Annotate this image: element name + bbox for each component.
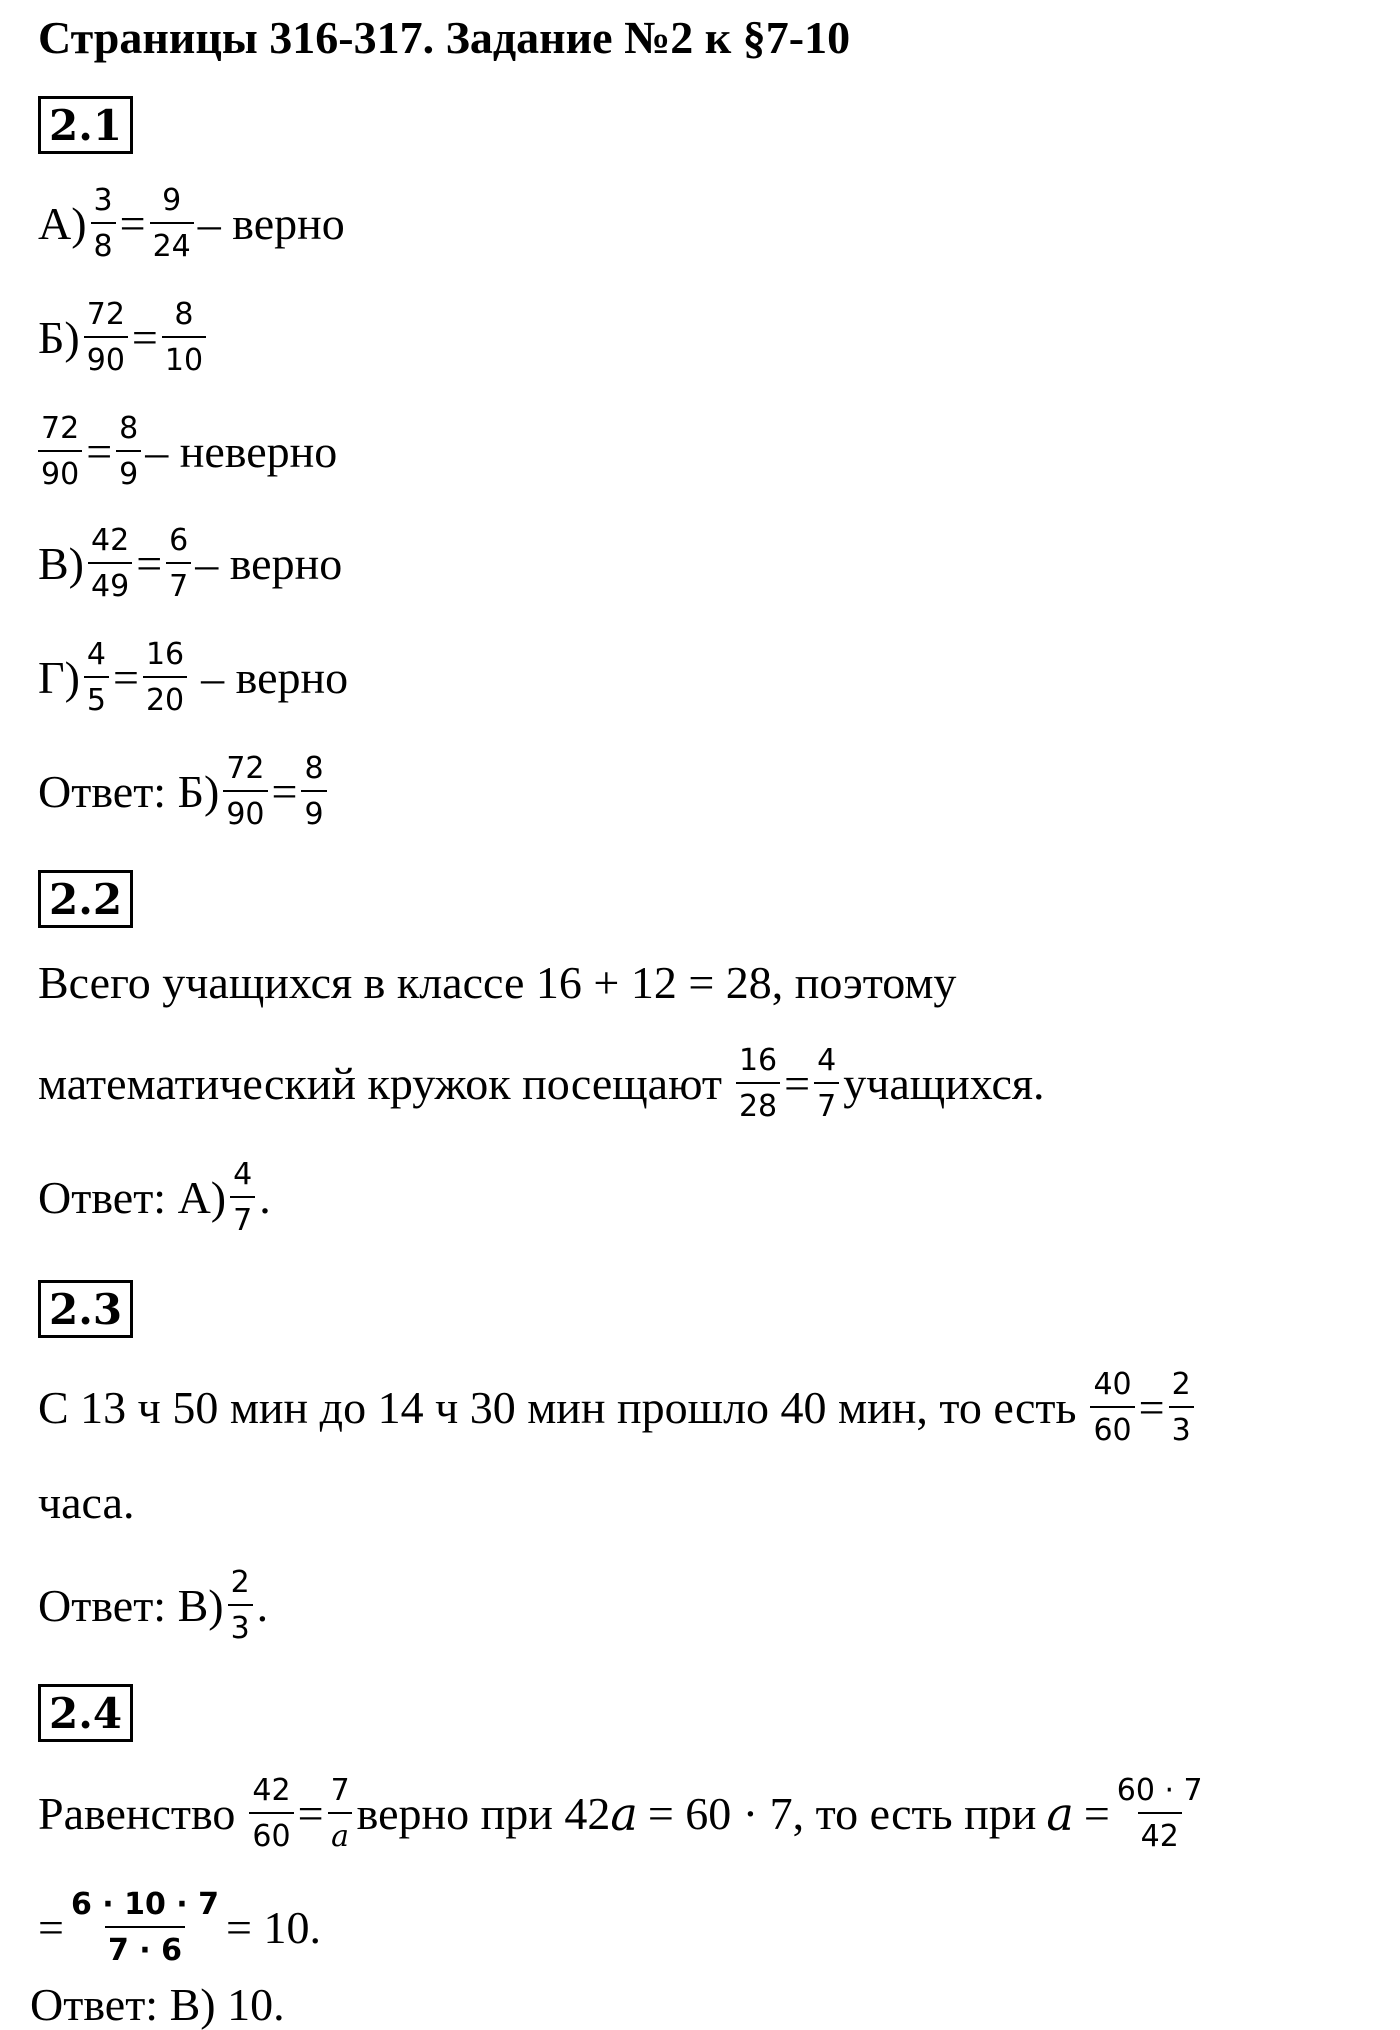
fraction: $\frac{8}{9}$ <box>301 754 326 830</box>
equals-sign: = <box>784 1058 811 1109</box>
period: . <box>256 1580 269 1631</box>
variable-a: a <box>1046 1787 1074 1841</box>
text: С 13 ч 50 мин до 14 ч 30 мин прошло 40 мин, то есть <box>38 1382 1077 1433</box>
task-2-2-line-1: Всего учащихся в классе 16 + 12 = 28, поэтому <box>38 957 957 1008</box>
text: математический кружок посещают <box>38 1058 722 1109</box>
task-2-1-line-b2 <box>38 411 338 492</box>
verdict: – верно <box>201 652 349 703</box>
equals-sign: = <box>271 766 298 817</box>
task-2-1-line-v <box>38 523 343 604</box>
fraction: $\frac{9}{24}$ <box>150 186 194 262</box>
page-title: Страницы 316-317. Задание №2 к §7-10 <box>38 12 851 63</box>
fraction: $\frac{8}{9}$ <box>116 414 141 490</box>
period: . <box>259 1172 271 1223</box>
fraction: $\frac{72}{90}$ <box>38 414 82 490</box>
task-label-2-3: 2.3 <box>38 1280 133 1338</box>
answer-prefix: Ответ: В) <box>38 1580 224 1631</box>
fraction: $\frac{3}{8}$ <box>91 186 116 262</box>
fraction: $\frac{60 \cdot 7}{42}$ <box>1116 1773 1203 1854</box>
task-label-2-4: 2.4 <box>38 1684 133 1742</box>
fraction: $\frac{16}{20}$ <box>143 640 187 716</box>
task-2-2-line-2 <box>38 1043 1045 1124</box>
fraction: $\frac{42}{60}$ <box>249 1776 293 1852</box>
option-prefix: В) <box>38 538 84 589</box>
task-2-4-line-2 <box>38 1887 321 1968</box>
fraction: $\frac{2}{3}$ <box>1169 1370 1194 1446</box>
equals-sign: = <box>131 312 158 363</box>
text: Равенство <box>38 1788 236 1839</box>
fraction: $\frac{6 \cdot 10 \cdot 7}{7 \cdot 6}$ <box>70 1887 220 1968</box>
task-2-4-line-1 <box>38 1773 1210 1854</box>
task-label-2-1: 2.1 <box>38 96 133 154</box>
fraction: $\frac{4}{7}$ <box>230 1160 255 1236</box>
answer-prefix: Ответ: А) <box>38 1172 227 1223</box>
task-label-2-2: 2.2 <box>38 870 133 928</box>
equals-sign: = <box>297 1788 324 1839</box>
fraction: $\frac{4}{5}$ <box>84 640 109 716</box>
task-2-3-line-2: часа. <box>38 1477 135 1528</box>
result: = 10. <box>226 1902 321 1953</box>
fraction: $\frac{72}{90}$ <box>84 300 128 376</box>
task-2-1-line-g <box>38 637 349 718</box>
option-prefix: Г) <box>38 652 80 703</box>
task-2-1-line-b <box>38 297 210 378</box>
equals-sign: = <box>38 1902 64 1953</box>
verdict: – верно <box>197 198 345 249</box>
fraction: $\frac{42}{49}$ <box>88 526 132 602</box>
equals-sign: = <box>1138 1382 1165 1433</box>
equals-sign: = <box>1083 1788 1110 1839</box>
task-2-1-answer <box>38 751 331 832</box>
text: учащихся. <box>843 1058 1045 1109</box>
option-prefix: Б) <box>38 312 80 363</box>
verdict: – неверно <box>145 426 338 477</box>
verdict: – верно <box>195 538 343 589</box>
fraction: $\frac{2}{3}$ <box>228 1568 253 1644</box>
answer-prefix: Ответ: Б) <box>38 766 220 817</box>
task-2-2-answer <box>38 1157 271 1238</box>
fraction: $\frac{16}{28}$ <box>736 1046 780 1122</box>
task-2-4-answer: Ответ: В) 10. <box>30 1979 285 2030</box>
fraction: $\frac{40}{60}$ <box>1090 1370 1134 1446</box>
equals-sign: = <box>119 198 146 249</box>
text: = 60 · 7, то есть при <box>647 1788 1037 1839</box>
fraction: $\frac{6}{7}$ <box>166 526 191 602</box>
equals-sign: = <box>113 652 139 703</box>
fraction: $\frac{8}{10}$ <box>162 300 206 376</box>
variable-a: a <box>610 1787 638 1841</box>
task-2-3-line-1 <box>38 1367 1198 1448</box>
fraction: $\frac{7}{a}$ <box>328 1776 353 1852</box>
task-2-3-answer <box>38 1565 269 1646</box>
option-prefix: А) <box>38 198 87 249</box>
equals-sign: = <box>136 538 163 589</box>
text: верно при 42 <box>356 1788 611 1839</box>
fraction: $\frac{72}{90}$ <box>223 754 267 830</box>
task-2-1-line-a <box>38 183 345 264</box>
fraction: $\frac{4}{7}$ <box>814 1046 839 1122</box>
equals-sign: = <box>86 426 113 477</box>
